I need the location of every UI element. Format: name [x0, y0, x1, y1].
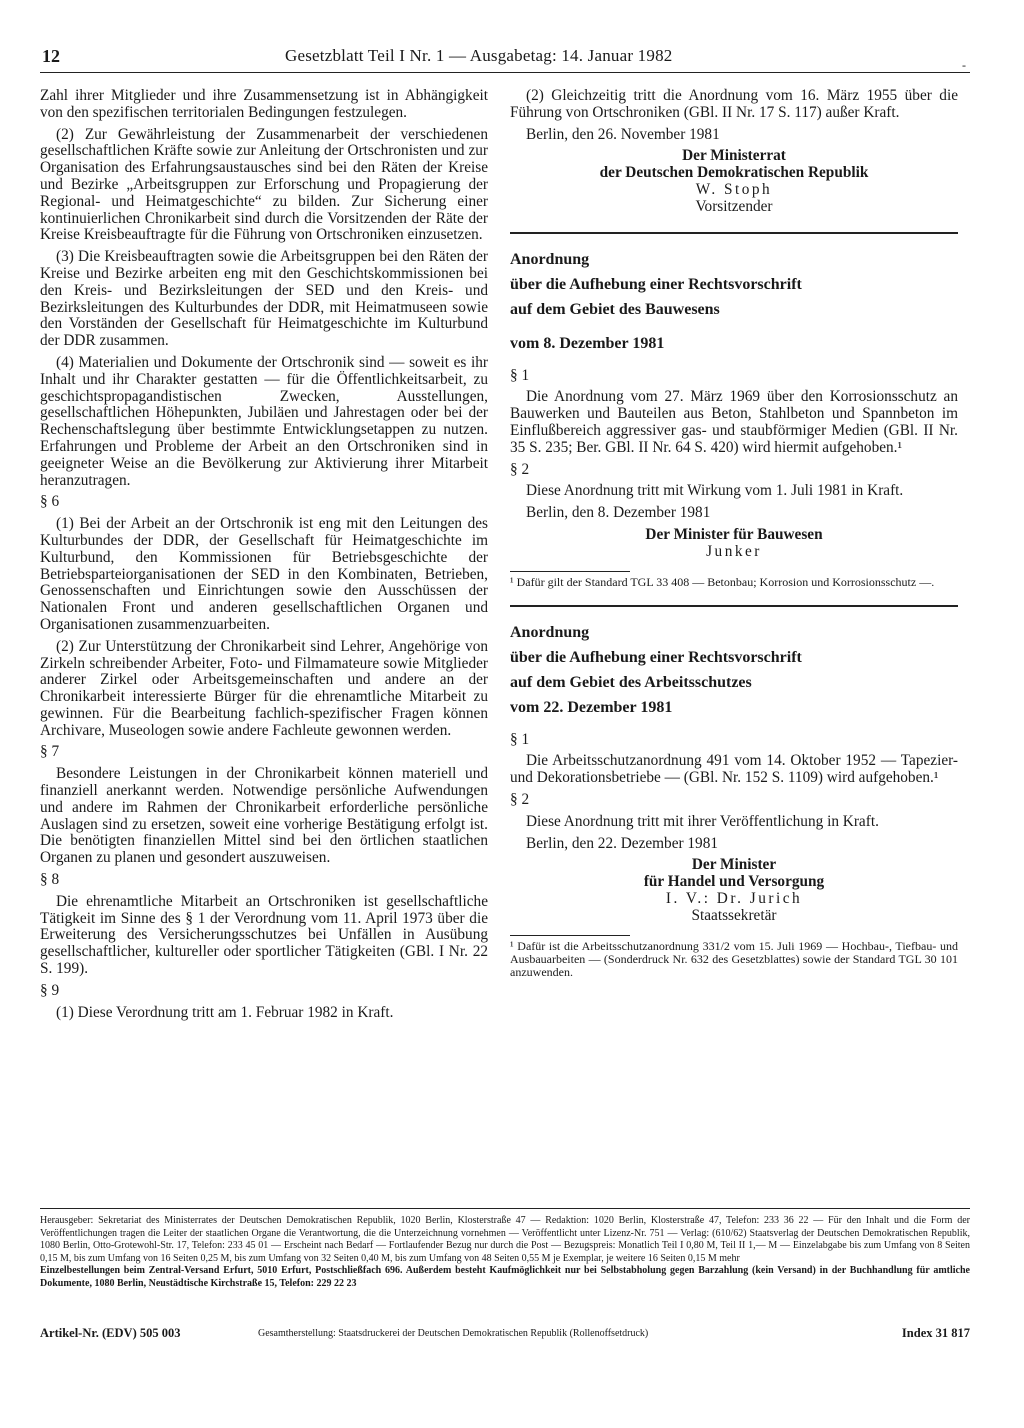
signatory-name: I. V.: Dr. Jurich [665, 889, 803, 907]
header-title: Gesetzblatt Teil I Nr. 1 — Ausgabetag: 14. Januar 1982 [285, 46, 673, 65]
page-header [40, 44, 970, 73]
section-heading-9: § 9 [40, 981, 60, 999]
paragraph: Zahl ihrer Mitglieder und ihre Zusammensetzung ist in Abhängigkeit von den spezifischen territorialen Bedingungen festzulegen. [40, 87, 488, 121]
paragraph: (2) Zur Gewährleistung der Zusammenarbeit der verschiedenen gesellschaftlichen Kräfte sowie zur Anleitung der Ortschronisten und zur Organisation des Erfahrungsaustausches sind bei den Räten der Kreise und Bezirke „Arbeitsgruppen zur Erforschung und Propagierung der Regional- und Heimatgeschichte“ zu bilden. Zur Sicherung einer kontinuierlichen Chronikarbeit sind durch die Vorsitzenden der Räte der Kreise Kreisbeauftragte für die Führung von Ortschroniken einzusetzen. [40, 125, 488, 244]
section-heading-1: § 1 [510, 366, 530, 384]
paragraph: (4) Materialien und Dokumente der Ortschronik sind — soweit es ihr Inhalt und ihr Charakter gestatten — für die Öffentlichkeitsarbeit, zu geschichtspropagandistischen Zwecken, Ausstellungen, gesellschaftlichen Höhepunkten, Jubiläen und Jahrestagen oder bei der Rechenschaftslegung über bestimmte Entwicklungsetappen zu nutzen. Erfahrungen und Probleme der Arbeit an den Ortschroniken sind in geeigneter Weise an die Bevölkerung zur Aktivierung ihrer Mitarbeit heranzutragen. [40, 353, 488, 489]
signatory-role: Der Minister für Bauwesen [645, 525, 823, 543]
paragraph: Besondere Leistungen in der Chronikarbeit können materiell und finanziell anerkannt werden. Notwendige persönliche Aufwendungen und andere im Rahmen der Chronikarbeit erforderliche persönliche Auslagen sind zu ersetzen, soweit eine vorherige Bestätigung erfolgt ist. Die benötigten finanziellen Mittel sind bei den örtlichen staatlichen Organen zu planen und gesondert auszuweisen. [40, 765, 488, 867]
signatory-role: Staatssekretär [691, 906, 777, 924]
paragraph: Die Arbeitsschutzanordnung 491 vom 14. Oktober 1952 — Tapezier- und Dekorationsbetriebe — (GBl. Nr. 152 S. 1109) wird aufgehoben.¹ [510, 752, 958, 787]
imprint [40, 1208, 970, 1291]
paragraph: (1) Bei der Arbeit an der Ortschronik ist eng mit den Leitungen des Kulturbundes der DDR, der Gesellschaft für Heimatgeschichte im Kulturbund, den Kommissionen für Betriebsgeschichte der Betriebsparteiorganisationen der SED in den Kombinaten, Betrieben, Genossenschaften und Einrichtungen sowie den Ausschüssen der Nationalen Front und anderen gesellschaftlichen Organen und Organisationen zusammenzuarbeiten. [40, 515, 488, 633]
section-divider [510, 232, 958, 234]
footnote-divider [510, 571, 630, 572]
signature-trade [510, 857, 958, 924]
section-heading-1: § 1 [510, 730, 530, 748]
signature-council [510, 148, 958, 215]
ordinance-title: über die Aufhebung einer Rechtsvorschrift [510, 648, 802, 666]
imprint-orders: Einzelbestellungen beim Zentral-Versand Erfurt, 5010 Erfurt, Postschließfach 696. Außerdem besteht Kaufmöglichkeit nur bei Selbstabholung gegen Barzahlung (kein Versand) in der Buchhandlung für amtliche Dokumente, 1080 Berlin, Neustädtische Kirchstraße 15, Telefon: 229 22 23 [40, 1265, 970, 1289]
signing-date: Berlin, den 8. Dezember 1981 [526, 504, 711, 522]
ordinance-title: über die Aufhebung einer Rechtsvorschrift [510, 275, 802, 293]
paragraph: (1) Diese Verordnung tritt am 1. Februar 1982 in Kraft. [56, 1003, 394, 1021]
article-number: Artikel-Nr. (EDV) 505 003 [40, 1326, 181, 1340]
footnote: ¹ Dafür ist die Arbeitsschutzanordnung 331/2 vom 15. Juli 1969 — Hochbau-, Tiefbau- und Ausbauarbeiten — (Sonderdruck Nr. 632 des Gesetzblattes) sowie der Standard TGL 30 101 anzuwenden. [510, 938, 958, 979]
paragraph: Die ehrenamtliche Mitarbeit an Ortschroniken ist gesellschaftliche Tätigkeit im Sinne des § 1 der Verordnung vom 11. April 1973 über die Erweiterung des Versicherungsschutzes bei Unfällen in Ausübung gesellschaftlicher, kultureller oder sportlicher Tätigkeiten (GBl. I Nr. 22 S. 199). [40, 892, 488, 978]
ordinance-date: vom 22. Dezember 1981 [510, 698, 673, 716]
paragraph: Die Anordnung vom 27. März 1969 über den Korrosionsschutz an Bauwerken und Bauteilen aus Beton, Stahlbeton und Spannbeton im Einflußbereich aggressiver gas- und staubförmiger Medien (GBl. II Nr. 35 S. 235; Ber. GBl. II Nr. 64 S. 420) wird hiermit aufgehoben.¹ [510, 388, 958, 456]
production-note: Gesamtherstellung: Staatsdruckerei der Deutschen Demokratischen Republik (Rollenoffsetdruck) [258, 1328, 649, 1339]
paragraph: (2) Gleichzeitig tritt die Anordnung vom 16. März 1955 über die Führung von Ortschroniken (GBl. II Nr. 17 S. 117) außer Kraft. [510, 87, 958, 121]
footnote-divider [510, 935, 630, 936]
section-heading-8: § 8 [40, 871, 60, 889]
signatory-name: W. Stoph [695, 180, 773, 198]
ordinance-title: Anordnung [510, 623, 590, 641]
signatory-org: der Deutschen Demokratischen Republik [599, 164, 869, 182]
section-heading-7: § 7 [40, 743, 60, 761]
imprint-text: Herausgeber: Sekretariat des Ministerrates der Deutschen Demokratischen Republik, 1020 Berlin, Klosterstraße 47 — Redaktion: 1020 Berlin, Klosterstraße 47, Telefon: 233 36 22 — Für den Inhalt und die Form der Veröffentlichungen tragen die Leiter der staatlichen Organe die Verantwortung, die die Unterzeichnung vornehmen — Veröffentlicht unter Lizenz-Nr. 751 — Verlag: (610/62) Staatsverlag der Deutschen Demokratischen Republik, 1080 Berlin, Otto-Grotewohl-Str. 17, Telefon: 233 45 01 — Erscheint nach Bedarf — Fortlaufender Bezug nur durch die Post — Bezugspreis: Monatlich Teil I 0,80 M, Teil II 1,— M — Einzelabgabe bis zum Umfang von 8 Seiten 0,15 M, bis zum Umfang von 16 Seiten 0,25 M, bis zum Umfang von 32 Seiten 0,40 M, bis zum Umfang von 48 Seiten 0,55 M je Exemplar, je weitere 16 Seiten 0,15 M mehr [40, 1215, 970, 1264]
signatory-org: Der Minister [691, 856, 777, 874]
page-number: 12 [42, 46, 60, 66]
paragraph: (2) Zur Unterstützung der Chronikarbeit sind Lehrer, Angehörige von Zirkeln schreibender Arbeiter, Foto- und Filmamateure sowie Mitglieder anderer Zirkel oder Arbeitsgemeinschaften und andere an der Chronikarbeit interessierte Bürger für die ehrenamtliche Mitarbeit zu gewinnen. Für die Bearbeitung fachlich-spezifischer Fragen können Archivare, Museologen sowie andere Fachleute gewonnen werden. [40, 637, 488, 739]
header-mark: - [962, 58, 966, 72]
index-number: Index 31 817 [901, 1326, 970, 1340]
signatory-role: Vorsitzender [695, 197, 773, 215]
signing-date: Berlin, den 26. November 1981 [526, 125, 720, 143]
footer-row [40, 1326, 970, 1342]
section-heading-2: § 2 [510, 790, 530, 808]
paragraph: (3) Die Kreisbeauftragten sowie die Arbeitsgruppen bei den Räten der Kreise und Bezirke arbeiten eng mit den Geschichtskommissionen bei den Kreis- und Bezirksleitungen der SED und den Kreis- und Bezirksleitungen des Kulturbundes der DDR, mit Heimatmuseen sowie den Vorständen der Gesellschaft für Heimatgeschichte im Kulturbund der DDR zusammen. [40, 248, 488, 350]
ordinance-title: auf dem Gebiet des Bauwesens [510, 300, 720, 318]
signing-date: Berlin, den 22. Dezember 1981 [526, 834, 719, 852]
signatory-org: für Handel und Versorgung [643, 873, 825, 891]
ordinance-date: vom 8. Dezember 1981 [510, 334, 665, 352]
section-heading-6: § 6 [40, 493, 60, 511]
section-divider [510, 605, 958, 607]
right-column [510, 88, 958, 984]
signature-construction [510, 527, 958, 561]
paragraph: Diese Anordnung tritt mit Wirkung vom 1. Juli 1981 in Kraft. [526, 482, 904, 500]
section-heading-2: § 2 [510, 460, 530, 478]
signatory-name: Junker [706, 542, 762, 560]
left-column [40, 88, 488, 1026]
paragraph: Diese Anordnung tritt mit ihrer Veröffentlichung in Kraft. [526, 812, 879, 830]
footnote: ¹ Dafür gilt der Standard TGL 33 408 — Betonbau; Korrosion und Korrosionsschutz —. [510, 574, 935, 589]
ordinance-title: auf dem Gebiet des Arbeitsschutzes [510, 673, 752, 691]
ordinance-title: Anordnung [510, 250, 590, 268]
signatory-org: Der Ministerrat [682, 147, 786, 165]
